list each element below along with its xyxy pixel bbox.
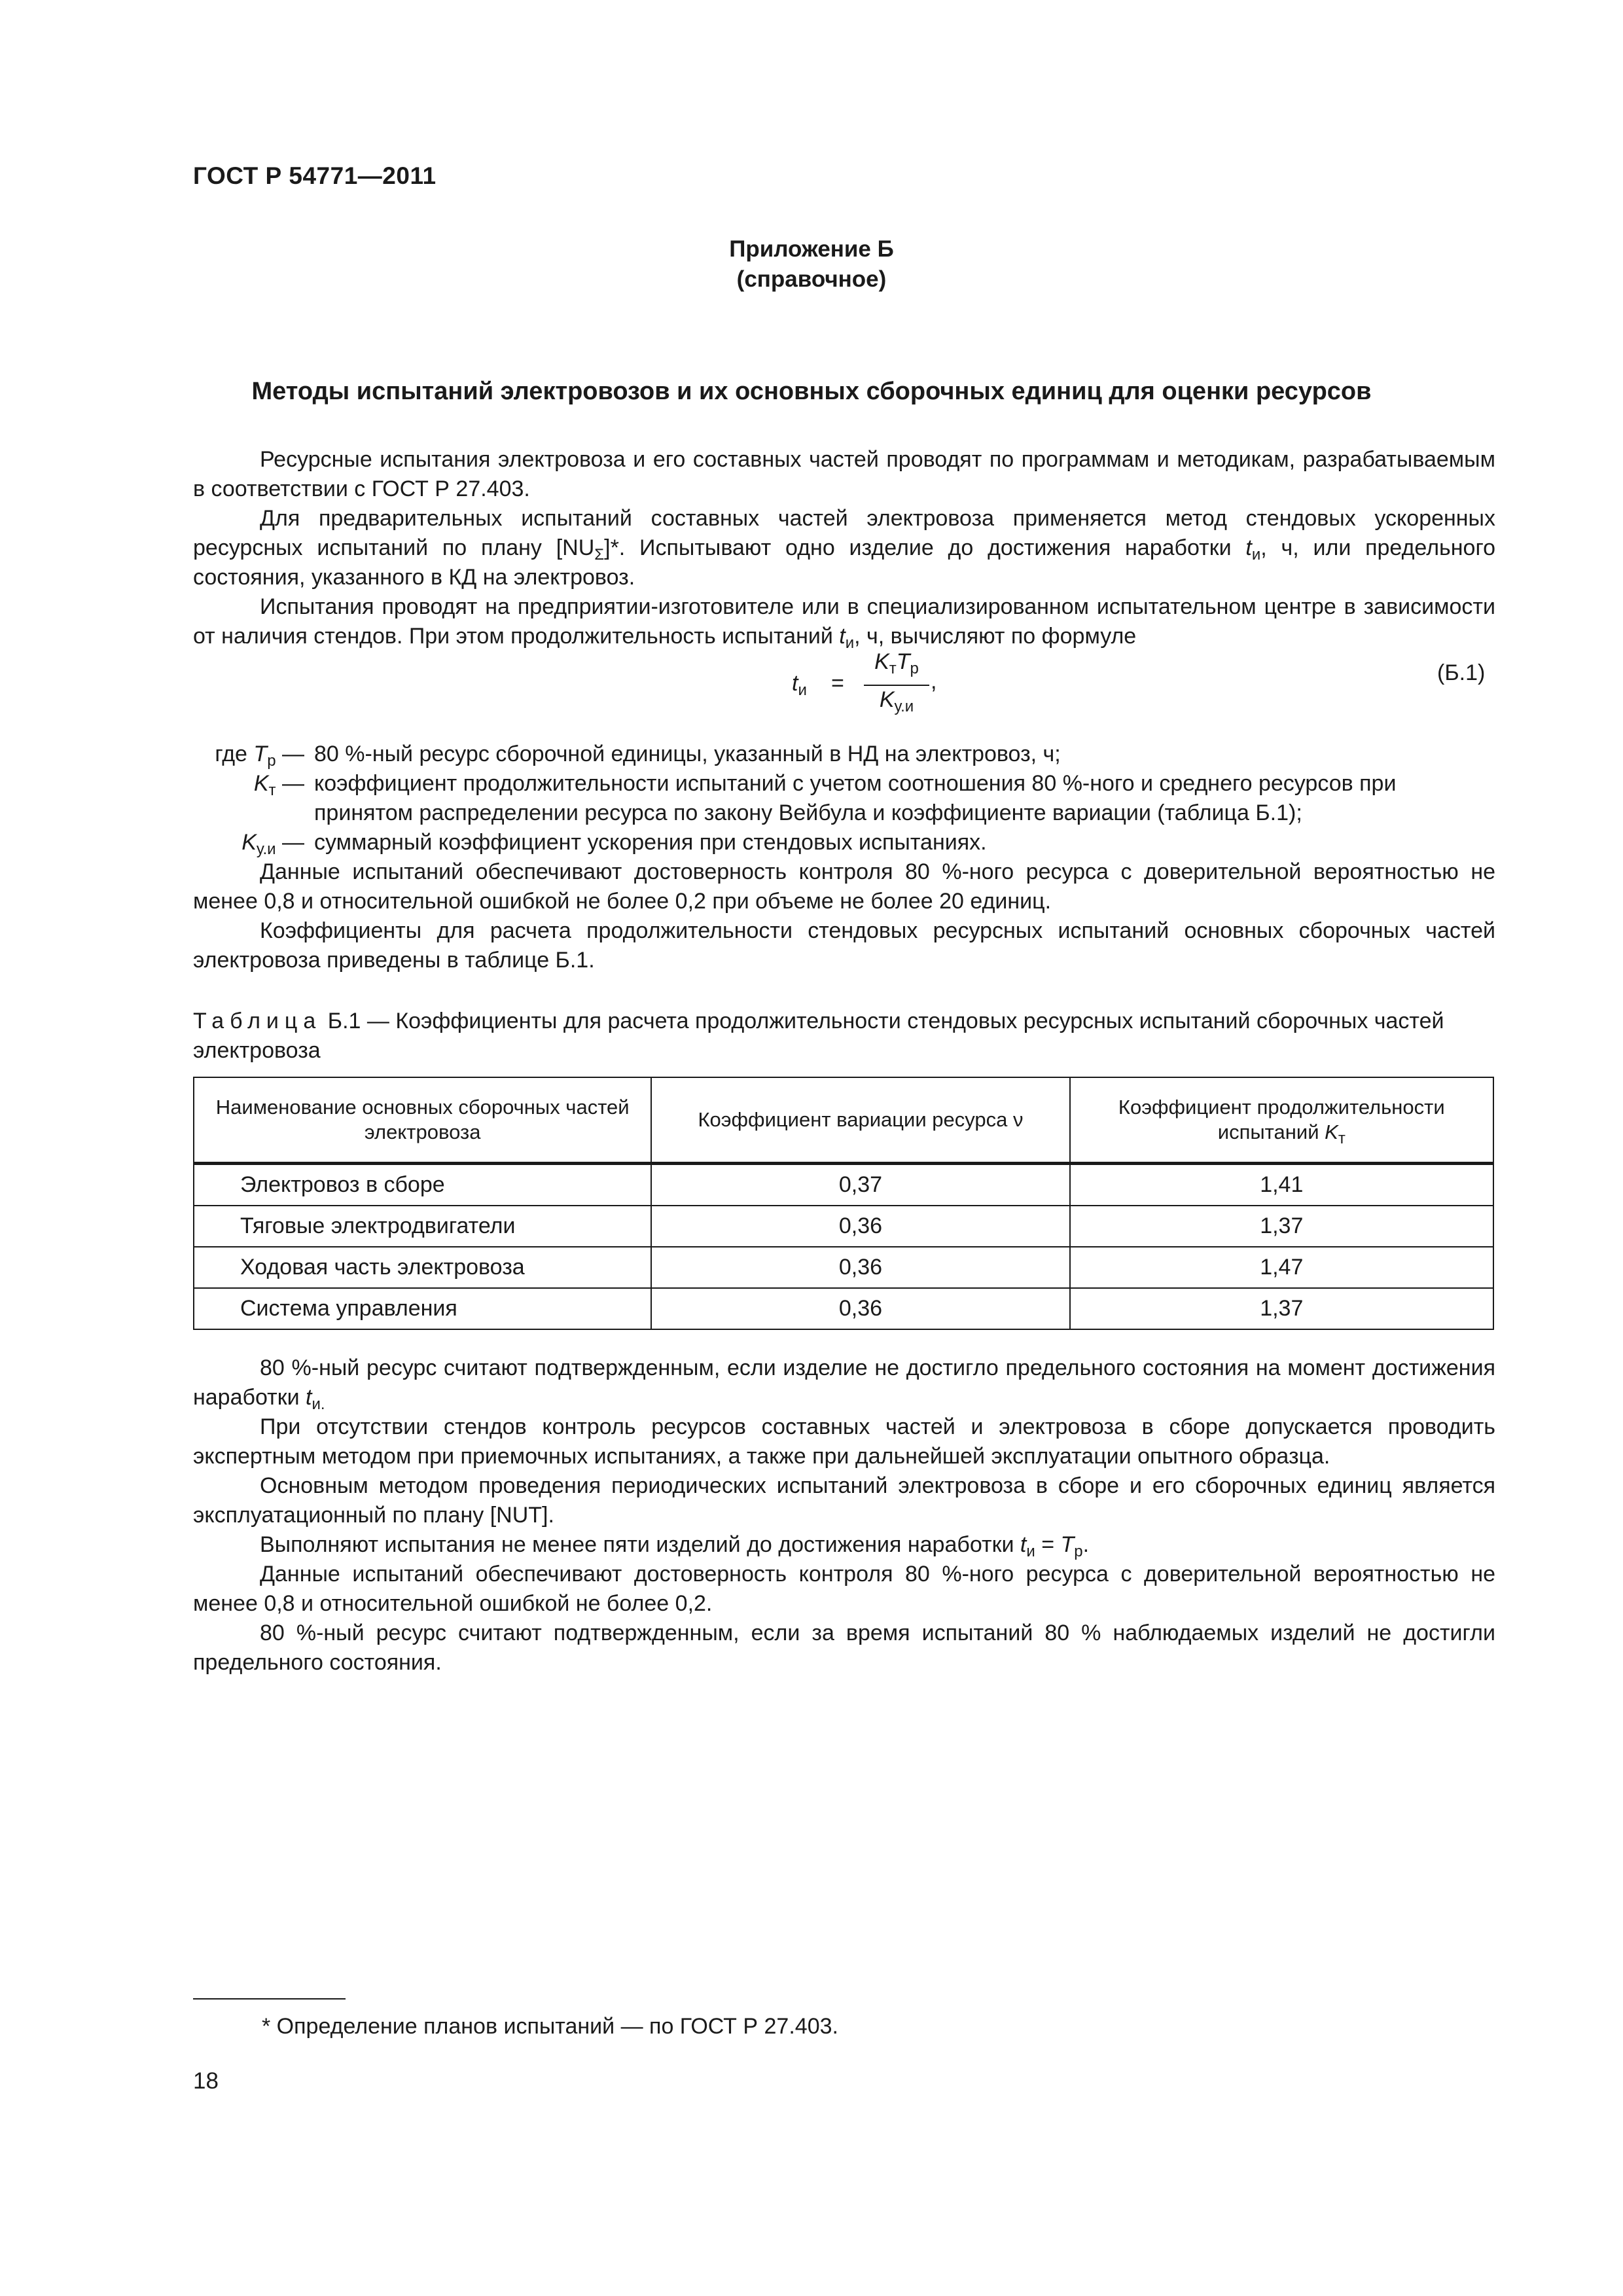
coefficients-table <box>193 1077 1494 1330</box>
after-table-paragraph-6: 80 %-ный ресурс считают подтвержденным, если за время испытаний 80 % наблюдаемых изделий не достигли предельного состояния. <box>193 1621 1495 1675</box>
definition-text: суммарный коэффициент ускорения при стендовых испытаниях. <box>314 830 987 855</box>
after-defs-paragraph-1: Данные испытаний обеспечивают достоверность контроля 80 %-ного ресурса с доверительной вероятностью не менее 0,8 и относительной ошибкой не более 0,2 при объеме не более 20 единиц. <box>193 859 1495 914</box>
intro-paragraph-2: Для предварительных испытаний составных частей электровоза применяется метод стендовых ускоренных ресурсных испытаний по плану $[NU_\Sigma]*$. Испытывают одно изделие до достижения наработки $t_и$, ч, или предельного состояния, указанного в КД на электровоз. <box>193 506 1496 590</box>
column-header-duration: Коэффициент продолжительности испытаний $K_т$ <box>1070 1077 1493 1164</box>
after-table-paragraph-3: Основным методом проведения периодических испытаний электровоза в сборе и его сборочных единиц является эксплуатационный по плану [NUT]. <box>193 1473 1495 1528</box>
cell-duration: 1,47 <box>1070 1247 1493 1288</box>
standard-header: ГОСТ Р 54771—2011 <box>193 162 437 189</box>
table-row <box>194 1247 1493 1288</box>
cell-variation: 0,36 <box>651 1288 1069 1329</box>
table-header-row <box>194 1077 1493 1164</box>
formula-comma: , <box>931 669 937 694</box>
definition-text: коэффициент продолжительности испытаний с учетом соотношения 80 %-ного и среднего ресурсов при принятом распределении ресурса по закону Вейбула и коэффициенте вариации (таблица Б.1); <box>314 771 1397 825</box>
table-row <box>194 1288 1493 1329</box>
definition-kui <box>193 828 1495 857</box>
definition-tp <box>193 740 1495 769</box>
cell-duration: 1,41 <box>1070 1164 1493 1206</box>
cell-part-name: Тяговые электродвигатели <box>194 1206 651 1247</box>
table-caption <box>193 1007 1495 1066</box>
formula-b1 <box>766 649 936 721</box>
definition-kt <box>193 769 1495 828</box>
appendix-title: Приложение Б <box>729 236 894 262</box>
column-header-part-name: Наименование основных сборочных частей электровоза <box>194 1077 651 1164</box>
after-table-paragraph-1: 80 %-ный ресурс считают подтвержденным, если изделие не достигло предельного состояния на момент достижения наработки $t_{и.}$ <box>193 1355 1495 1413</box>
intro-text <box>193 445 1495 651</box>
definition-text: 80 %-ный ресурс сборочной единицы, указанный в НД на электровоз, ч; <box>314 742 1061 766</box>
intro-paragraph-1: Ресурсные испытания электровоза и его составных частей проводят по программам и методикам, разрабатываемым в соответствии с ГОСТ Р 27.403. <box>193 447 1495 501</box>
footnote: * Определение планов испытаний — по ГОСТ Р 27.403. <box>262 2014 838 2039</box>
after-defs-paragraph-2: Коэффициенты для расчета продолжительности стендовых ресурсных испытаний основных сборочных частей электровоза приведены в таблице Б.1. <box>193 918 1495 973</box>
definition-symbol: где $T_р$ — <box>215 742 304 770</box>
table-caption-label: Таблица <box>193 1009 322 1033</box>
table-row <box>194 1164 1493 1206</box>
cell-variation: 0,36 <box>651 1247 1069 1288</box>
formula-fraction-bar <box>864 685 929 686</box>
intro-paragraph-3: Испытания проводят на предприятии-изготовителе или в специализированном испытательном центре в зависимости от наличия стендов. При этом продолжительность испытаний $t_и$, ч, вычисляют по формуле <box>193 594 1495 652</box>
cell-variation: 0,36 <box>651 1206 1069 1247</box>
table-row <box>194 1206 1493 1247</box>
after-table-paragraph-5: Данные испытаний обеспечивают достоверность контроля 80 %-ного ресурса с доверительной вероятностью не менее 0,8 и относительной ошибкой не более 0,2. <box>193 1562 1495 1616</box>
definition-symbol: $K_т$ — <box>253 771 304 799</box>
column-header-variation: Коэффициент вариации ресурса ν <box>651 1077 1069 1164</box>
formula-number: (Б.1) <box>1437 660 1486 685</box>
cell-duration: 1,37 <box>1070 1206 1493 1247</box>
page-number: 18 <box>193 2068 219 2094</box>
definitions-list <box>193 740 1495 975</box>
cell-part-name: Электровоз в сборе <box>194 1164 651 1206</box>
cell-part-name: Система управления <box>194 1288 651 1329</box>
section-title: Методы испытаний электровозов и их основных сборочных единиц для оценки ресурсов <box>251 378 1372 405</box>
formula-lhs: $t_и$ <box>792 671 807 699</box>
appendix-kind: (справочное) <box>736 266 887 292</box>
formula-denominator: $K_{у.и}$ <box>879 687 914 715</box>
definition-symbol: $K_{у.и}$ — <box>241 830 304 858</box>
formula-numerator: $K_тT_р$ <box>874 649 919 677</box>
after-table-paragraph-4: Выполняют испытания не менее пяти изделий до достижения наработки $t_и = T_р$. <box>260 1532 1090 1560</box>
after-table-text <box>193 1354 1495 1677</box>
cell-variation: 0,37 <box>651 1164 1069 1206</box>
cell-duration: 1,37 <box>1070 1288 1493 1329</box>
after-table-paragraph-2: При отсутствии стендов контроль ресурсов составных частей и электровоза в сборе допускается проводить экспертным методом при приемочных испытаниях, а также при дальнейшей эксплуатации опытного образца. <box>193 1414 1495 1469</box>
footnote-divider <box>193 1998 346 2000</box>
cell-part-name: Ходовая часть электровоза <box>194 1247 651 1288</box>
table-caption-text: Б.1 — Коэффициенты для расчета продолжительности стендовых ресурсных испытаний сборочных частей электровоза <box>193 1009 1444 1063</box>
formula-equals: = <box>831 671 844 696</box>
